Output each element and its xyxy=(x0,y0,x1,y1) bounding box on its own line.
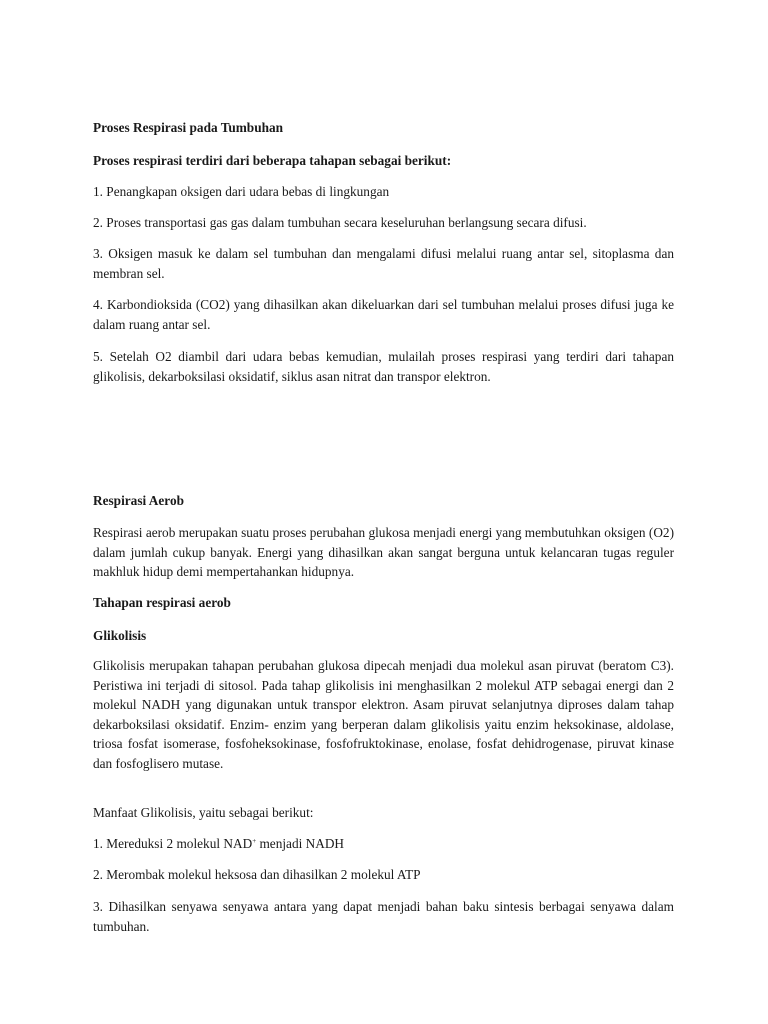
list-item: 4. Karbondioksida (CO2) yang dihasilkan akan dikeluarkan dari sel tumbuhan melalui proses difusi juga ke dalam ruang antar sel. xyxy=(93,297,674,332)
benefit-item: 2. Merombak molekul heksosa dan dihasilkan 2 molekul ATP xyxy=(93,867,421,882)
list-item: 3. Oksigen masuk ke dalam sel tumbuhan dan mengalami difusi melalui ruang antar sel, sitoplasma dan membran sel. xyxy=(93,246,674,281)
benefits-heading: Manfaat Glikolisis, yaitu sebagai berikut: xyxy=(93,805,314,820)
benefit-text: menjadi NADH xyxy=(256,836,345,851)
intro-paragraph: Respirasi aerob merupakan suatu proses perubahan glukosa menjadi energi yang membutuhkan oksigen (O2) dalam jumlah cukup banyak. Energi yang dihasilkan akan sangat berguna untuk kelancaran tugas reguler makhluk hidup demi mempertahankan hidupnya. xyxy=(93,525,674,580)
list-item: 2. Proses transportasi gas gas dalam tumbuhan secara keseluruhan berlangsung secara difusi. xyxy=(93,215,587,230)
list-item: 1. Penangkapan oksigen dari udara bebas di lingkungan xyxy=(93,184,390,199)
benefit-item: 3. Dihasilkan senyawa senyawa antara yang dapat menjadi bahan baku sintesis berbagai senyawa dalam tumbuhan. xyxy=(93,899,674,934)
superscript-plus: + xyxy=(252,837,257,845)
section-heading-aerob: Respirasi Aerob xyxy=(93,493,184,508)
glycolysis-heading: Glikolisis xyxy=(93,628,147,643)
section-title: Proses Respirasi pada Tumbuhan xyxy=(93,120,284,135)
benefit-item xyxy=(93,834,674,854)
glycolysis-paragraph: Glikolisis merupakan tahapan perubahan glukosa dipecah menjadi dua molekul asan piruvat (beratom C3). Peristiwa ini terjadi di sitosol. Pada tahap glikolisis ini menghasilkan 2 molekul ATP sebagai energi dan 2 molekul NADH yang digunakan untuk transpor elektron. Asam piruvat selanjutnya diproses dalam tahap dekarboksilasi oksidatif. Enzim- enzim yang berperan dalam glikolisis yaitu enzim heksokinase, aldolase, triosa fosfat isomerase, fosfoheksokinase, fosfofruktokinase, enolase, fosfat dehidrogenase, piruvat kinase dan fosfoglisero mutase. xyxy=(93,658,674,771)
stages-heading: Tahapan respirasi aerob xyxy=(93,595,231,610)
section-subtitle: Proses respirasi terdiri dari beberapa tahapan sebagai berikut: xyxy=(93,153,452,168)
benefit-text: 1. Mereduksi 2 molekul NAD xyxy=(93,836,253,851)
list-item: 5. Setelah O2 diambil dari udara bebas kemudian, mulailah proses respirasi yang terdiri dari tahapan glikolisis, dekarboksilasi oksidatif, siklus asan nitrat dan transpor elektron. xyxy=(93,349,674,384)
